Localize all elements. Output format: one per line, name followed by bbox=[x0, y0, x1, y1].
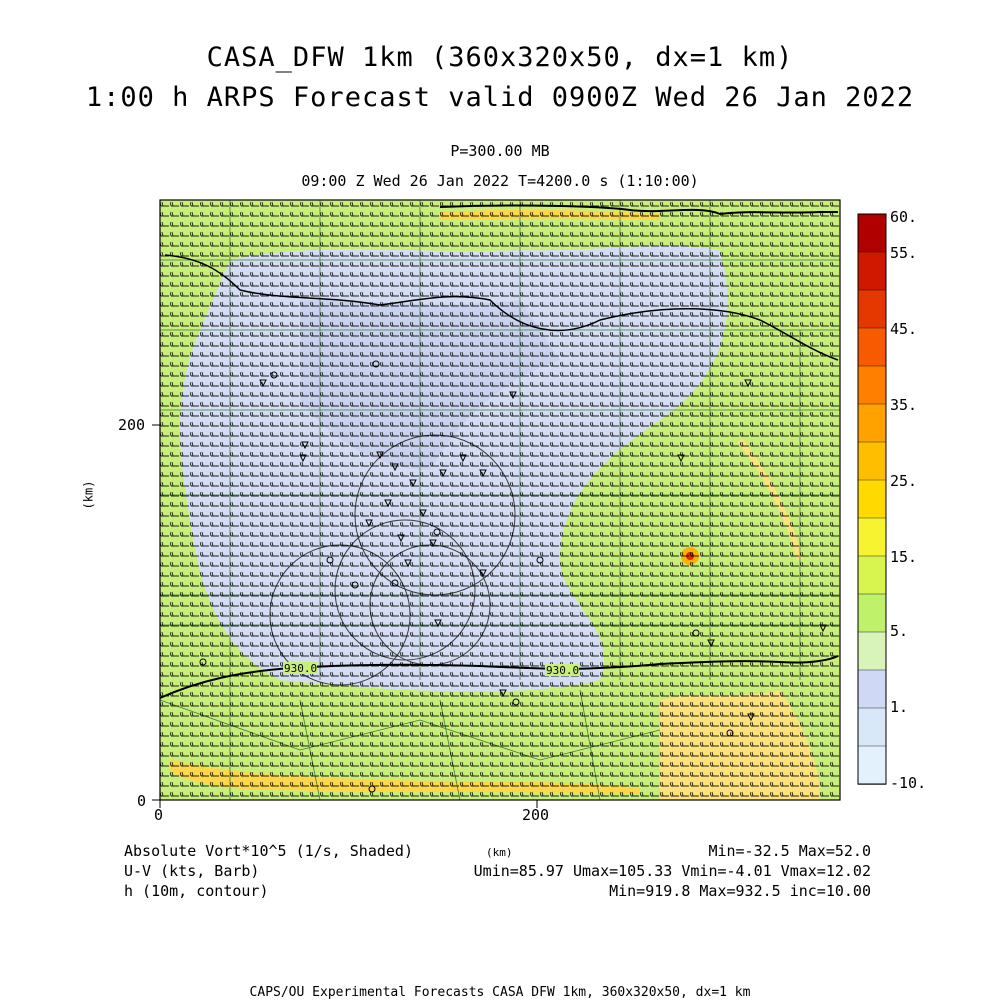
colorbar-swatch bbox=[858, 290, 886, 329]
footer-credit: CAPS/OU Experimental Forecasts CASA DFW 1km, 360x320x50, dx=1 km bbox=[249, 985, 751, 1000]
colorbar-swatch bbox=[858, 670, 886, 709]
colorbar-swatch bbox=[858, 404, 886, 443]
colorbar-swatch bbox=[858, 556, 886, 595]
x-tick-0: 0 bbox=[154, 806, 164, 824]
colorbar-swatch bbox=[858, 442, 886, 481]
colorbar-label-neg10: -10. bbox=[890, 774, 927, 792]
colorbar-label-60: 60. bbox=[890, 208, 918, 226]
colorbar-label-45: 45. bbox=[890, 320, 918, 338]
colorbar bbox=[858, 214, 886, 785]
legend-wind: U-V (kts, Barb) bbox=[124, 862, 260, 880]
x-axis-unit: (km) bbox=[486, 846, 513, 859]
colorbar-swatch bbox=[858, 328, 886, 367]
wind-barbs bbox=[160, 200, 840, 800]
colorbar-swatch bbox=[858, 708, 886, 747]
y-tick-0: 0 bbox=[137, 792, 147, 810]
colorbar-swatch bbox=[858, 480, 886, 519]
colorbar-label-55: 55. bbox=[890, 244, 918, 262]
x-tick-200: 200 bbox=[522, 806, 550, 824]
colorbar-label-1: 1. bbox=[890, 698, 909, 716]
colorbar-swatch bbox=[858, 594, 886, 633]
colorbar-swatch bbox=[858, 252, 886, 291]
pressure-level: P=300.00 MB bbox=[450, 142, 550, 160]
wind-stats: Umin=85.97 Umax=105.33 Vmin=-4.01 Vmax=12.02 bbox=[473, 862, 871, 880]
vorticity-stats: Min=-32.5 Max=52.0 bbox=[708, 842, 871, 860]
colorbar-swatch bbox=[858, 746, 886, 785]
title-line-1: CASA_DFW 1km (360x320x50, dx=1 km) bbox=[206, 42, 794, 73]
contour-label-1: 930.0 bbox=[284, 662, 318, 675]
height-stats: Min=919.8 Max=932.5 inc=10.00 bbox=[609, 882, 871, 900]
colorbar-swatch bbox=[858, 214, 886, 253]
colorbar-label-25: 25. bbox=[890, 472, 918, 490]
colorbar-swatch bbox=[858, 518, 886, 557]
colorbar-swatch bbox=[858, 366, 886, 405]
colorbar-label-15: 15. bbox=[890, 548, 918, 566]
legend-vorticity: Absolute Vort*10^5 (1/s, Shaded) bbox=[124, 842, 413, 860]
colorbar-label-5: 5. bbox=[890, 622, 909, 640]
title-line-2: 1:00 h ARPS Forecast valid 0900Z Wed 26 Jan 2022 bbox=[85, 82, 915, 113]
y-axis-unit: (km) bbox=[81, 480, 96, 510]
contour-label-2: 930.0 bbox=[546, 664, 580, 677]
valid-time: 09:00 Z Wed 26 Jan 2022 T=4200.0 s (1:10:00) bbox=[301, 172, 699, 190]
colorbar-swatch bbox=[858, 632, 886, 671]
y-tick-200: 200 bbox=[118, 416, 146, 434]
legend-height: h (10m, contour) bbox=[124, 882, 269, 900]
colorbar-label-35: 35. bbox=[890, 396, 918, 414]
